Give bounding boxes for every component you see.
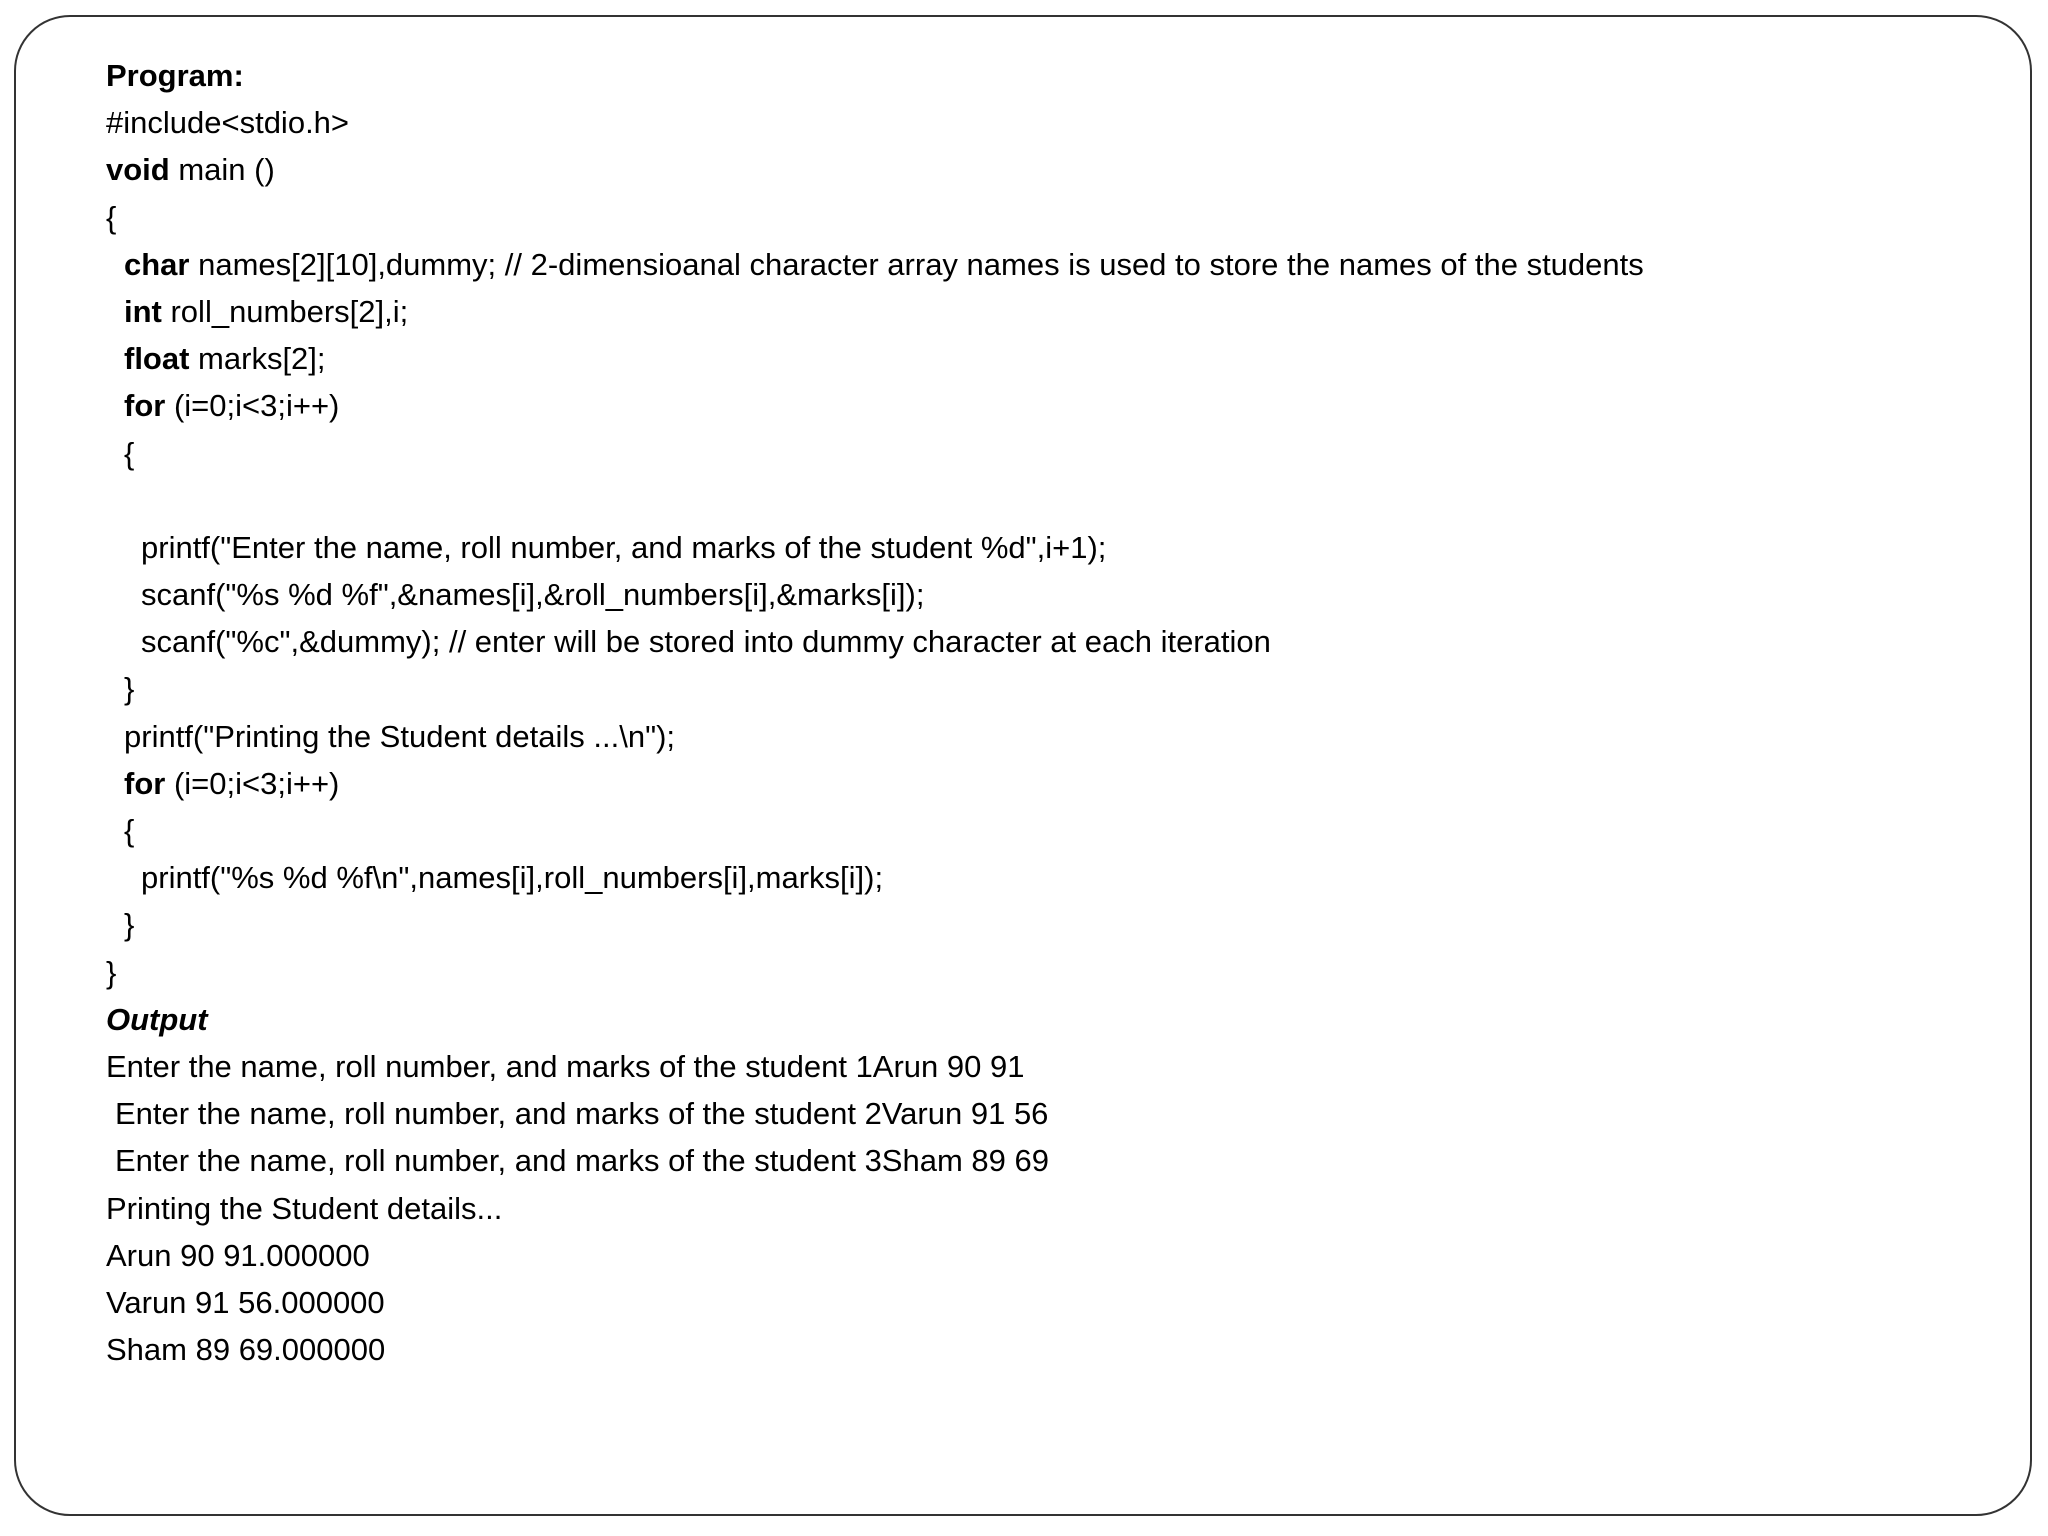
keyword-for: for bbox=[124, 388, 166, 424]
code-line-close-main: } bbox=[106, 954, 117, 990]
code-line-close-for1: } bbox=[124, 671, 135, 707]
code-text: marks[2]; bbox=[189, 341, 326, 377]
keyword-char: char bbox=[124, 246, 190, 282]
keyword-float: float bbox=[124, 341, 190, 377]
code-line-open-main: { bbox=[106, 199, 117, 235]
code-line-float bbox=[106, 335, 1988, 382]
code-line-close-for2: } bbox=[124, 907, 135, 943]
code-line-for2 bbox=[106, 760, 1988, 807]
code-text: (i=0;i<3;i++) bbox=[165, 388, 340, 424]
code-line-scanf2: scanf("%c",&dummy); // enter will be stored into dummy character at each iteration bbox=[141, 624, 1271, 660]
code-line-printf1: printf("Enter the name, roll number, and marks of the student %d",i+1); bbox=[141, 529, 1107, 565]
slide-content bbox=[106, 52, 1988, 1373]
code-line-include: #include<stdio.h> bbox=[106, 105, 350, 141]
output-line: Enter the name, roll number, and marks of the student 2Varun 91 56 bbox=[115, 1096, 1049, 1132]
code-text: (i=0;i<3;i++) bbox=[165, 765, 340, 801]
code-line-open-for2: { bbox=[124, 813, 135, 848]
keyword-int: int bbox=[124, 293, 162, 329]
output-line: Enter the name, roll number, and marks of the student 1Arun 90 91 bbox=[106, 1048, 1025, 1084]
code-text: roll_numbers[2],i; bbox=[161, 293, 409, 329]
code-line-int bbox=[106, 288, 1988, 335]
output-heading: Output bbox=[106, 1001, 208, 1037]
code-line-char bbox=[106, 241, 1988, 288]
code-line-printf2: printf("Printing the Student details ...\n"); bbox=[124, 718, 676, 754]
code-line-main bbox=[106, 146, 1988, 193]
output-line: Arun 90 91.000000 bbox=[106, 1237, 370, 1273]
code-line-for1 bbox=[106, 382, 1988, 429]
keyword-void: void bbox=[106, 152, 170, 188]
output-line: Printing the Student details... bbox=[106, 1190, 503, 1226]
output-line: Varun 91 56.000000 bbox=[106, 1284, 385, 1320]
code-line-open-for1: { bbox=[124, 435, 135, 471]
code-text: names[2][10],dummy; // 2-dimensioanal character array names is used to store the names of the students bbox=[189, 246, 1644, 282]
output-line: Sham 89 69.000000 bbox=[106, 1332, 386, 1368]
program-heading: Program: bbox=[106, 58, 244, 93]
code-line-scanf1: scanf("%s %d %f",&names[i],&roll_numbers[i],&marks[i]); bbox=[141, 577, 925, 613]
blank-line bbox=[106, 477, 1988, 524]
keyword-for: for bbox=[124, 765, 166, 801]
code-text: main () bbox=[169, 152, 275, 188]
code-line-printf3: printf("%s %d %f\n",names[i],roll_numbers[i],marks[i]); bbox=[141, 860, 884, 896]
output-line: Enter the name, roll number, and marks of the student 3Sham 89 69 bbox=[115, 1143, 1049, 1179]
